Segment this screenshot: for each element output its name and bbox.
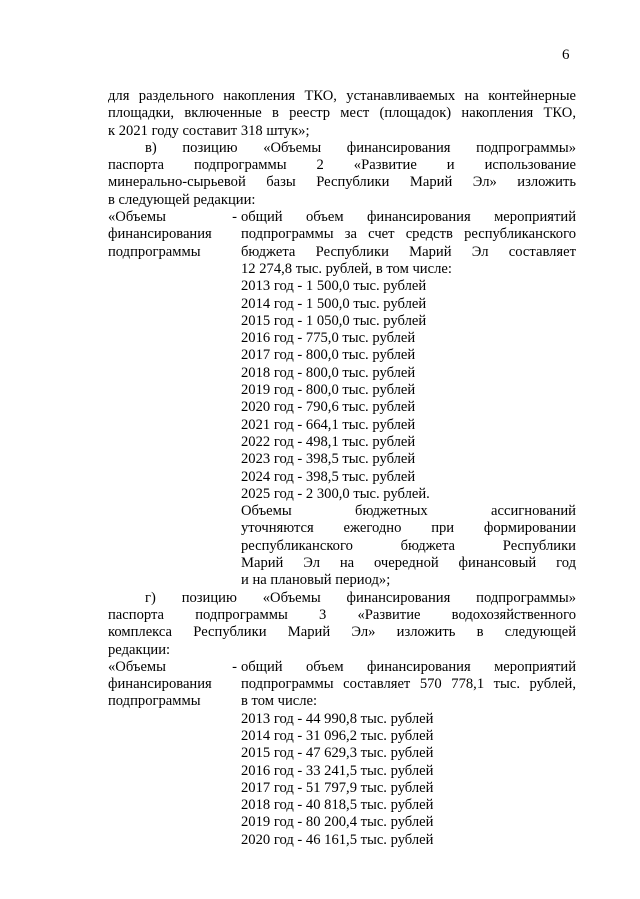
text-line: Марий Эл на очередной финансовый год <box>241 555 576 572</box>
text-line: площадки, включенные в реестр мест (площадок) накопления ТКО, <box>108 105 576 122</box>
year-row: 2014 год - 31 096,2 тыс. рублей <box>241 727 434 744</box>
item-g-paragraph <box>108 590 576 659</box>
year-list <box>241 711 576 849</box>
year-list <box>241 278 576 503</box>
year-row: 2015 год - 1 050,0 тыс. рублей <box>241 312 427 329</box>
year-row: 2017 год - 51 797,9 тыс. рублей <box>241 779 434 796</box>
text-line: республиканского бюджета Республики <box>241 537 576 554</box>
label-line: финансирования <box>108 676 212 693</box>
year-row: 2022 год - 498,1 тыс. рублей <box>241 433 416 450</box>
text-line: бюджета Республики Марий Эл составляет <box>241 243 576 260</box>
funding-block-subprogram-3 <box>108 659 576 849</box>
page-number: 6 <box>562 47 570 63</box>
text-line: и на плановый период»; <box>241 572 391 589</box>
year-row: 2019 год - 80 200,4 тыс. рублей <box>241 814 434 831</box>
label-line: «Объемы <box>108 658 166 675</box>
funding-value <box>241 209 576 590</box>
text-line: редакции: <box>108 641 171 658</box>
year-row: 2021 год - 664,1 тыс. рублей <box>241 416 416 433</box>
year-row: 2019 год - 800,0 тыс. рублей <box>241 382 416 399</box>
year-row: 2017 год - 800,0 тыс. рублей <box>241 347 416 364</box>
year-row: 2016 год - 775,0 тыс. рублей <box>241 330 416 347</box>
label-line: «Объемы <box>108 209 166 226</box>
text-line: подпрограммы за счет средств республиканского <box>241 226 576 243</box>
text-line: подпрограммы составляет 570 778,1 тыс. рублей, <box>241 676 576 693</box>
intro-paragraph <box>108 88 576 140</box>
year-row: 2020 год - 790,6 тыс. рублей <box>241 399 416 416</box>
label-line: финансирования <box>108 226 212 243</box>
funding-value <box>241 659 576 849</box>
text-line: 12 274,8 тыс. рублей, в том числе: <box>241 260 452 277</box>
item-v-paragraph <box>108 140 576 209</box>
year-row: 2013 год - 1 500,0 тыс. рублей <box>241 278 427 295</box>
text-line: уточняются ежегодно при формировании <box>241 520 576 537</box>
year-row: 2020 год - 46 161,5 тыс. рублей <box>241 831 434 848</box>
text-line: в следующей редакции: <box>108 191 256 208</box>
text-line: Объемы бюджетных ассигнований <box>241 503 576 520</box>
text-line: минерально-сырьевой базы Республики Марий Эл» изложить <box>108 174 576 191</box>
year-row: 2014 год - 1 500,0 тыс. рублей <box>241 295 427 312</box>
text-line: комплекса Республики Марий Эл» изложить в следующей <box>108 624 576 641</box>
text-line: паспорта подпрограммы 3 «Развитие водохозяйственного <box>108 606 576 623</box>
year-row: 2025 год - 2 300,0 тыс. рублей. <box>241 485 430 502</box>
label-line: подпрограммы <box>108 693 201 710</box>
text-line: г) позицию «Объемы финансирования подпрограммы» <box>145 589 576 606</box>
year-row: 2023 год - 398,5 тыс. рублей <box>241 451 416 468</box>
funding-label <box>108 209 241 261</box>
year-row: 2015 год - 47 629,3 тыс. рублей <box>241 745 434 762</box>
text-line: общий объем финансирования мероприятий <box>241 209 576 226</box>
text-line: общий объем финансирования мероприятий <box>241 658 576 675</box>
funding-block-subprogram-2 <box>108 209 576 590</box>
label-line: подпрограммы <box>108 243 201 260</box>
year-row: 2024 год - 398,5 тыс. рублей <box>241 468 416 485</box>
text-line: в) позицию «Объемы финансирования подпрограммы» <box>145 139 576 156</box>
text-line: для раздельного накопления ТКО, устанавливаемых на контейнерные <box>108 88 576 104</box>
text-line: к 2021 году составит 318 штук»; <box>108 122 310 139</box>
funding-label <box>108 659 241 711</box>
text-line: паспорта подпрограммы 2 «Развитие и использование <box>108 157 576 174</box>
document-body <box>108 88 576 849</box>
year-row: 2018 год - 40 818,5 тыс. рублей <box>241 797 434 814</box>
year-row: 2016 год - 33 241,5 тыс. рублей <box>241 762 434 779</box>
funding-note <box>241 503 576 589</box>
dash: - <box>232 209 237 226</box>
year-row: 2013 год - 44 990,8 тыс. рублей <box>241 710 434 727</box>
dash: - <box>232 658 237 675</box>
year-row: 2018 год - 800,0 тыс. рублей <box>241 364 416 381</box>
text-line: в том числе: <box>241 693 318 710</box>
